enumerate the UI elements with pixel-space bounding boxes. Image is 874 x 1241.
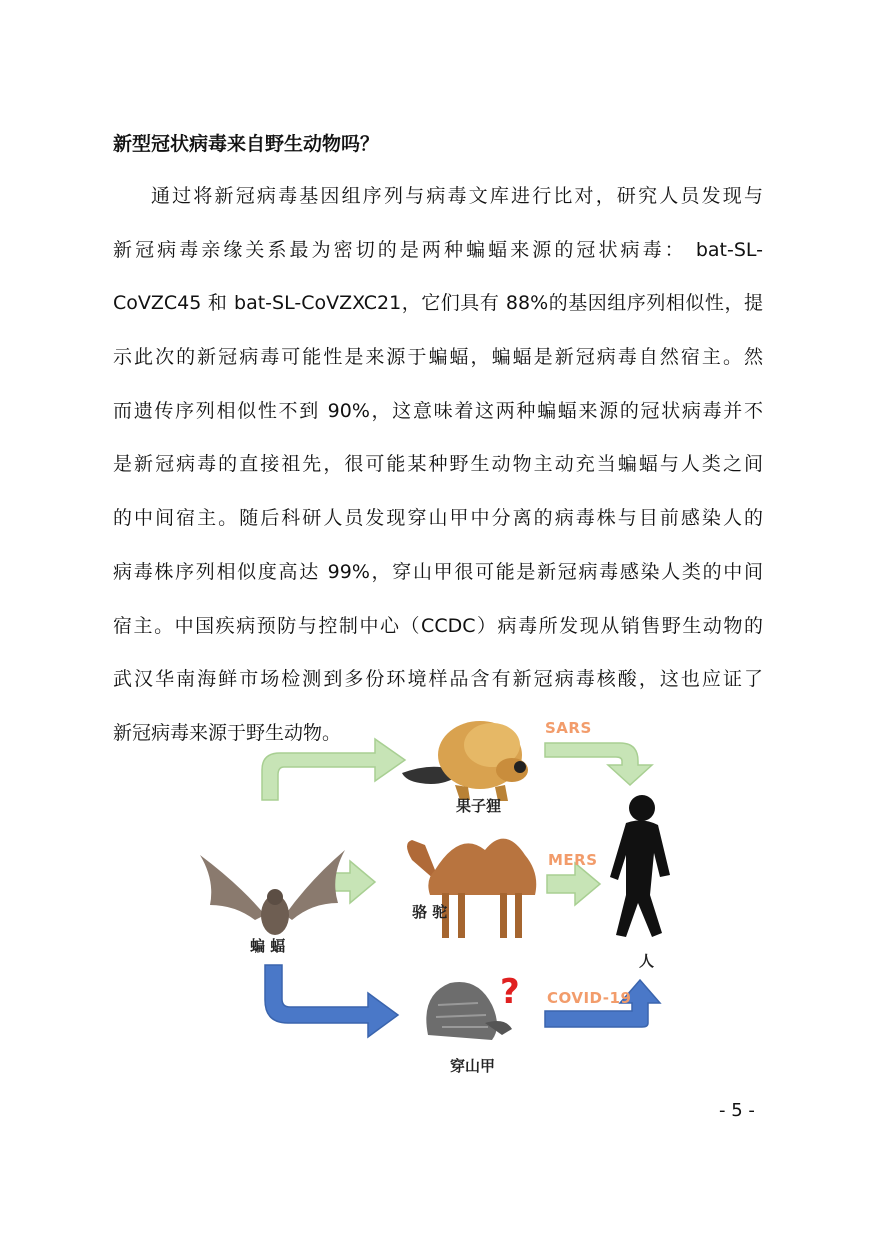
- camel-image: [407, 839, 536, 938]
- body-paragraph: [113, 170, 763, 761]
- label-bat: 蝙 蝠: [250, 937, 286, 955]
- transmission-figure: [180, 705, 700, 1080]
- paragraph-line: 而遗传序列相似性不到 90%，这意味着这两种蝙蝠来源的冠状病毒并不: [113, 399, 763, 422]
- page-number: - 5 -: [719, 1100, 755, 1121]
- label-pangolin: 穿山甲: [450, 1057, 496, 1075]
- paragraph-line: 是新冠病毒的直接祖先，很可能某种野生动物主动充当蝙蝠与人类之间: [113, 453, 763, 476]
- paragraph-line: 通过将新冠病毒基因组序列与病毒文库进行比对，研究人员发现与: [151, 185, 763, 207]
- label-mers: MERS: [548, 851, 598, 869]
- paragraph-line: 的中间宿主。随后科研人员发现穿山甲中分离的病毒株与目前感染人的: [113, 507, 763, 530]
- civet-image: [402, 721, 528, 801]
- paragraph-line: 新冠病毒来源于野生动物。: [113, 721, 342, 744]
- label-human: 人: [639, 952, 655, 970]
- question-mark-icon: ?: [500, 972, 520, 1012]
- paragraph-line: 武汉华南海鲜市场检测到多份环境样品含有新冠病毒核酸，这也应证了: [113, 668, 763, 691]
- label-camel: 骆 驼: [412, 903, 448, 921]
- transmission-diagram: [180, 705, 700, 1080]
- paragraph-line: 示此次的新冠病毒可能性是来源于蝙蝠，蝙蝠是新冠病毒自然宿主。然: [113, 346, 763, 369]
- paragraph-line: 宿主。中国疾病预防与控制中心（CCDC）病毒所发现从销售野生动物的: [113, 614, 763, 637]
- label-sars: SARS: [545, 719, 592, 737]
- paragraph-line: CoVZC45 和 bat-SL-CoVZXC21，它们具有 88%的基因组序列相似性，提: [113, 292, 763, 315]
- paragraph-line: 新冠病毒亲缘关系最为密切的是两种蝙蝠来源的冠状病毒： bat-SL-: [113, 238, 763, 261]
- green-arrow-sars: [545, 743, 652, 785]
- green-arrow-bat-civet: [262, 739, 405, 800]
- human-silhouette: [610, 795, 670, 937]
- blue-arrow-bat-pangolin: [265, 965, 398, 1037]
- paragraph-line: 病毒株序列相似度高达 99%，穿山甲很可能是新冠病毒感染人类的中间: [113, 560, 763, 583]
- label-covid: COVID-19: [547, 989, 632, 1007]
- label-civet: 果子狸: [456, 797, 502, 815]
- section-heading: 新型冠状病毒来自野生动物吗？: [113, 133, 380, 155]
- bat-image: [200, 850, 345, 935]
- green-arrow-mers: [547, 863, 600, 905]
